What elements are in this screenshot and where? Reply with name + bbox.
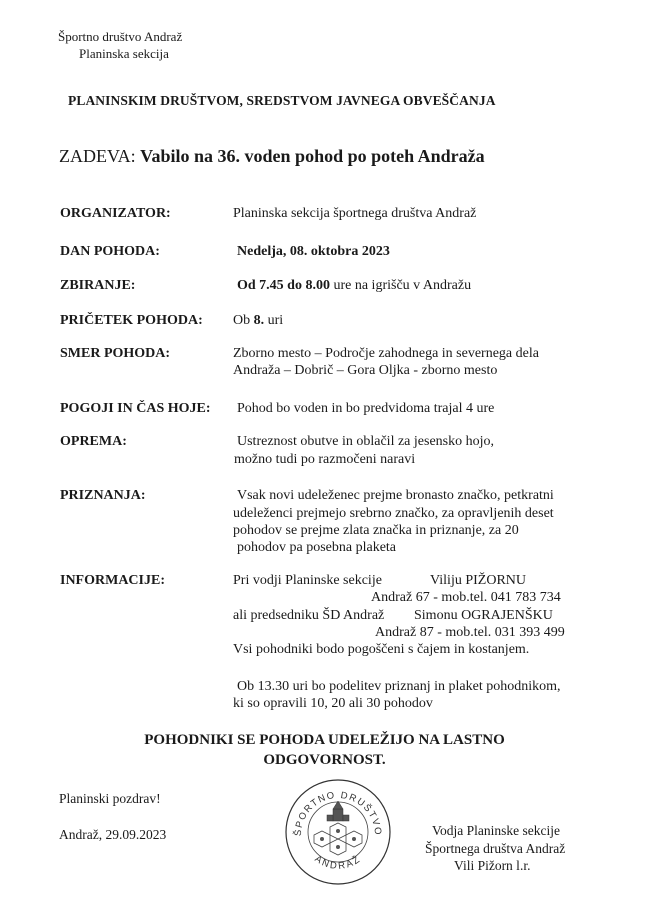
subject-text: Vabilo na 36. voden pohod po poteh Andraža <box>140 146 485 166</box>
zbiranje-value <box>237 278 471 294</box>
priznanja-line1: Vsak novi udeleženec prejme bronasto značko, petkratni <box>237 488 554 503</box>
signature-name: Vili Pižorn l.r. <box>454 858 531 873</box>
oprema-line1: Ustreznost obutve in oblačil za jesensko hojo, <box>237 434 494 449</box>
pricetek-label: PRIČETEK POHODA: <box>60 313 203 328</box>
smer-label: SMER POHODA: <box>60 346 171 361</box>
stamp-top-text: ŠPORTNO DRUŠTVO <box>292 789 384 837</box>
recipient: PLANINSKIM DRUŠTVOM, SREDSTVOM JAVNEGA OBVEŠČANJA <box>68 93 496 108</box>
stamp <box>283 777 393 887</box>
subject-line <box>59 146 485 167</box>
smer-line1: Zborno mesto – Področje zahodnega in severnega dela <box>233 346 539 361</box>
priznanja-line4: pohodov pa posebna plaketa <box>237 540 397 555</box>
smer-line2: Andraža – Dobrič – Gora Oljka - zborno mesto <box>233 363 498 378</box>
organizator-label: ORGANIZATOR: <box>60 206 171 221</box>
contact1-address: Andraž 67 - mob.tel. 041 783 734 <box>371 590 561 605</box>
dan-label: DAN POHODA: <box>60 244 160 259</box>
contact1-role: Pri vodji Planinske sekcije <box>233 573 382 588</box>
dan-value: Nedelja, 08. oktobra 2023 <box>237 244 390 259</box>
contact2-name: Simonu OGRAJENŠKU <box>414 608 553 623</box>
oprema-label: OPREMA: <box>60 434 127 449</box>
pricetek-time: 8. <box>253 313 265 328</box>
contact1-name: Viliju PIŽORNU <box>430 573 526 588</box>
pricetek-suffix: uri <box>267 313 284 328</box>
signature-role: Vodja Planinske sekcije <box>432 823 560 838</box>
subject-label: ZADEVA: <box>59 146 136 166</box>
stamp-bottom-text: ANDRAŽ <box>312 853 364 872</box>
pogoji-value: Pohod bo voden in bo predvidoma trajal 4 ure <box>237 401 495 416</box>
notice-line1: POHODNIKI SE POHODA UDELEŽIJO NA LASTNO <box>144 732 505 748</box>
place-date: Andraž, 29.09.2023 <box>59 827 167 842</box>
zbiranje-time: Od 7.45 do 8.00 <box>237 278 330 293</box>
tea-note: Vsi pohodniki bodo pogoščeni s čajem in kostanjem. <box>233 642 530 657</box>
zbiranje-label: ZBIRANJE: <box>60 278 136 293</box>
pricetek-value <box>233 313 283 329</box>
awards-line2: ki so opravili 10, 20 ali 30 pohodov <box>233 696 433 711</box>
informacije-label: INFORMACIJE: <box>60 573 165 588</box>
svg-text:ANDRAŽ <box>313 853 364 871</box>
greeting: Planinski pozdrav! <box>59 791 161 806</box>
priznanja-label: PRIZNANJA: <box>60 488 146 503</box>
organizator-value: Planinska sekcija športnega društva Andraž <box>233 206 477 221</box>
signature-org: Športnega društva Andraž <box>425 841 566 856</box>
pogoji-label: POGOJI IN ČAS HOJE: <box>60 401 211 416</box>
oprema-line2: možno tudi po razmočeni naravi <box>234 452 416 467</box>
awards-line1: Ob 13.30 uri bo podelitev priznanj in plaket pohodnikom, <box>237 679 561 694</box>
sender-section: Planinska sekcija <box>79 46 169 61</box>
priznanja-line2: udeleženci prejmejo srebrno značko, za opravljenih deset <box>233 506 554 521</box>
contact2-address: Andraž 87 - mob.tel. 031 393 499 <box>375 625 565 640</box>
notice-line2: ODGOVORNOST. <box>263 752 386 768</box>
priznanja-line3: pohodov se prejme zlata značka in priznanje, za 20 <box>233 523 519 538</box>
sender-org: Športno društvo Andraž <box>58 29 183 44</box>
pricetek-prefix: Ob <box>233 313 251 328</box>
club-stamp-icon <box>283 777 393 887</box>
contact2-role: ali predsedniku ŠD Andraž <box>233 608 385 623</box>
zbiranje-place: ure na igrišču v Andražu <box>333 278 472 293</box>
